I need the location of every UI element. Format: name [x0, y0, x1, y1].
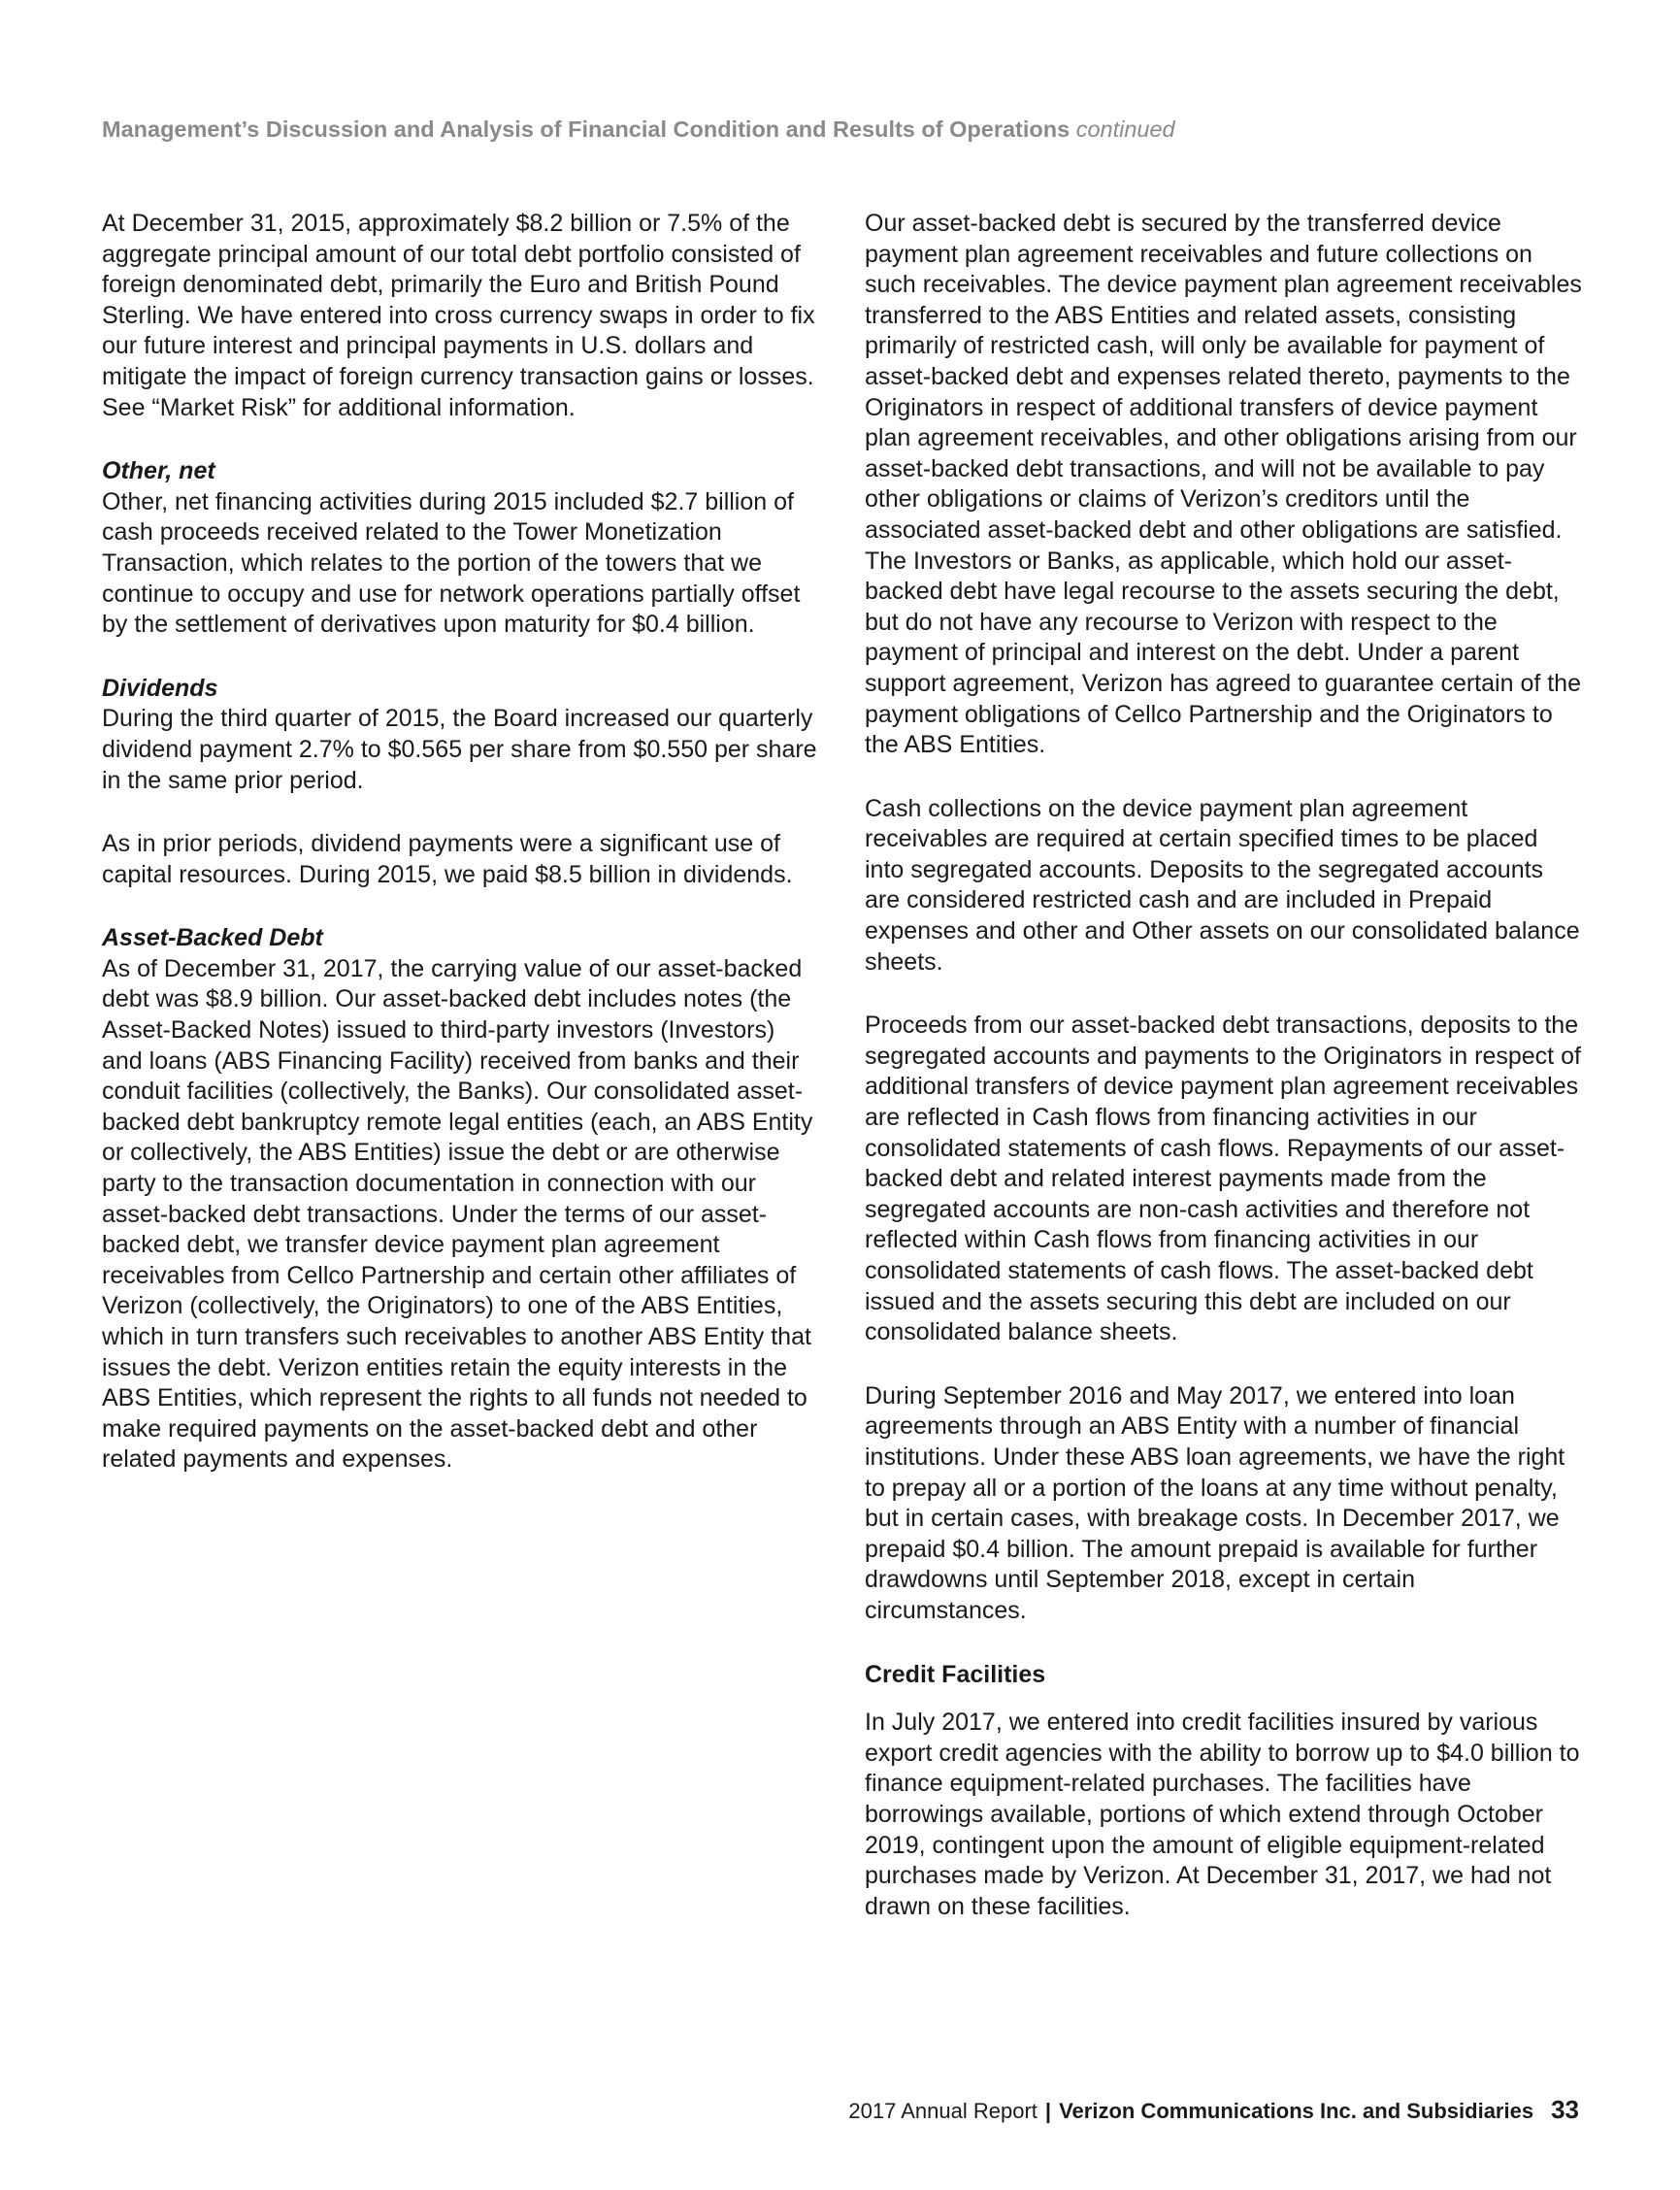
credit-facilities-heading: Credit Facilities [865, 1660, 1046, 1688]
dividends-body: During the third quarter of 2015, the Board increased our quarterly dividend payment 2.7% to $0.565 per share from $0.550 per share in the same prior period. [102, 705, 817, 794]
right-column [865, 209, 1583, 1955]
left-column [102, 209, 820, 1509]
dividends-body-2: As in prior periods, dividend payments were a significant use of capital resources. During 2015, we paid $8.5 billion in dividends. [102, 830, 793, 888]
footer-separator: | [1044, 2099, 1052, 2123]
page-footer [848, 2095, 1579, 2125]
footer-report: 2017 Annual Report [848, 2099, 1038, 2123]
other-net-heading: Other, net [102, 457, 215, 485]
credit-facilities-body: In July 2017, we entered into credit facilities insured by various export credit agencies with the ability to borrow up to $4.0 billion to finance equipment-related purchases. The facilities have borrowings available, portions of which extend through October 2019, contingent upon the amount of eligible equipment-related purchases made by Verizon. At December 31, 2017, we had not drawn on these facilities. [865, 1709, 1580, 1920]
asset-backed-debt-section [102, 923, 820, 1476]
foreign-debt-paragraph: At December 31, 2015, approximately $8.2 billion or 7.5% of the aggregate principal amount of our total debt portfolio consisted of foreign denominated debt, primarily the Euro and British Pound Sterling. We have entered into cross currency swaps in order to fix our future interest and principal payments in U.S. dollars and mitigate the impact of foreign currency transaction gains or losses. See “Market Risk” for additional information. [102, 210, 815, 421]
abd-security-paragraph: Our asset-backed debt is secured by the transferred device payment plan agreement receivables and future collections on such receivables. The device payment plan agreement receivables transferred to the ABS Entities and related assets, consisting primarily of restricted cash, will only be available for payment of asset-backed debt and expenses related thereto, payments to the Originators in respect of additional transfers of device payment plan agreement receivables, and other obligations arising from our asset-backed debt transactions, and will not be available to pay other obligations or claims of Verizon’s creditors until the associated asset-backed debt and other obligations are satisfied. The Investors or Banks, as applicable, which hold our asset-backed debt have legal recourse to the assets securing the debt, but do not have any recourse to Verizon with respect to the payment of principal and interest on the debt. Under a parent support agreement, Verizon has agreed to guarantee certain of the payment obligations of Cellco Partnership and the Originators to the ABS Entities. [865, 210, 1582, 759]
header-continued: continued [1075, 116, 1175, 142]
proceeds-paragraph: Proceeds from our asset-backed debt transactions, deposits to the segregated accounts and payments to the Originators in respect of additional transfers of device payment plan agreement receivables are reflected in Cash flows from financing activities in our consolidated statements of cash flows. Repayments of our asset-backed debt and related interest payments made from the segregated accounts are non-cash activities and therefore not reflected within Cash flows from financing activities in our consolidated statements of cash flows. The asset-backed debt issued and the assets securing this debt are included on our consolidated balance sheets. [865, 1012, 1581, 1346]
page-number: 33 [1551, 2095, 1579, 2124]
footer-company: Verizon Communications Inc. and Subsidiaries [1059, 2099, 1534, 2123]
asset-backed-debt-heading: Asset-Backed Debt [102, 924, 323, 952]
dividends-section [102, 674, 820, 796]
running-header [102, 116, 1175, 143]
other-net-section [102, 456, 820, 641]
loan-agreements-paragraph: During September 2016 and May 2017, we entered into loan agreements through an ABS Entity with a number of financial institutions. Under these ABS loan agreements, we have the right to prepay all or a portion of the loans at any time without penalty, but in certain cases, with breakage costs. In December 2017, we prepaid $0.4 billion. The amount prepaid is available for further drawdowns until September 2018, except in certain circumstances. [865, 1381, 1565, 1624]
header-title: Management’s Discussion and Analysis of Financial Condition and Results of Operations [102, 116, 1071, 142]
asset-backed-debt-body: As of December 31, 2017, the carrying value of our asset-backed debt was $8.9 billion. Our asset-backed debt includes notes (the Asset-Backed Notes) issued to third-party investors (Investors) and loans (ABS Financing Facility) received from banks and their conduit facilities (collectively, the Banks). Our consolidated asset-backed debt bankruptcy remote legal entities (each, an ABS Entity or collectively, the ABS Entities) issue the debt or are otherwise party to the transaction documentation in connection with our asset-backed debt transactions. Under the terms of our asset-backed debt, we transfer device payment plan agreement receivables from Cellco Partnership and certain other affiliates of Verizon (collectively, the Originators) to one of the ABS Entities, which in turn transfers such receivables to another ABS Entity that issues the debt. Verizon entities retain the equity interests in the ABS Entities, which represent the rights to all funds not needed to make required payments on the asset-backed debt and other related payments and expenses. [102, 954, 813, 1474]
other-net-body: Other, net financing activities during 2015 included $2.7 billion of cash proceeds received related to the Tower Monetization Transaction, which relates to the portion of the towers that we continue to occupy and use for network operations partially offset by the settlement of derivatives upon maturity for $0.4 billion. [102, 487, 801, 639]
dividends-heading: Dividends [102, 674, 218, 702]
cash-collections-paragraph: Cash collections on the device payment plan agreement receivables are required at certain specified times to be placed into segregated accounts. Deposits to the segregated accounts are considered restricted cash and are included in Prepaid expenses and other and Other assets on our consolidated balance sheets. [865, 794, 1580, 976]
